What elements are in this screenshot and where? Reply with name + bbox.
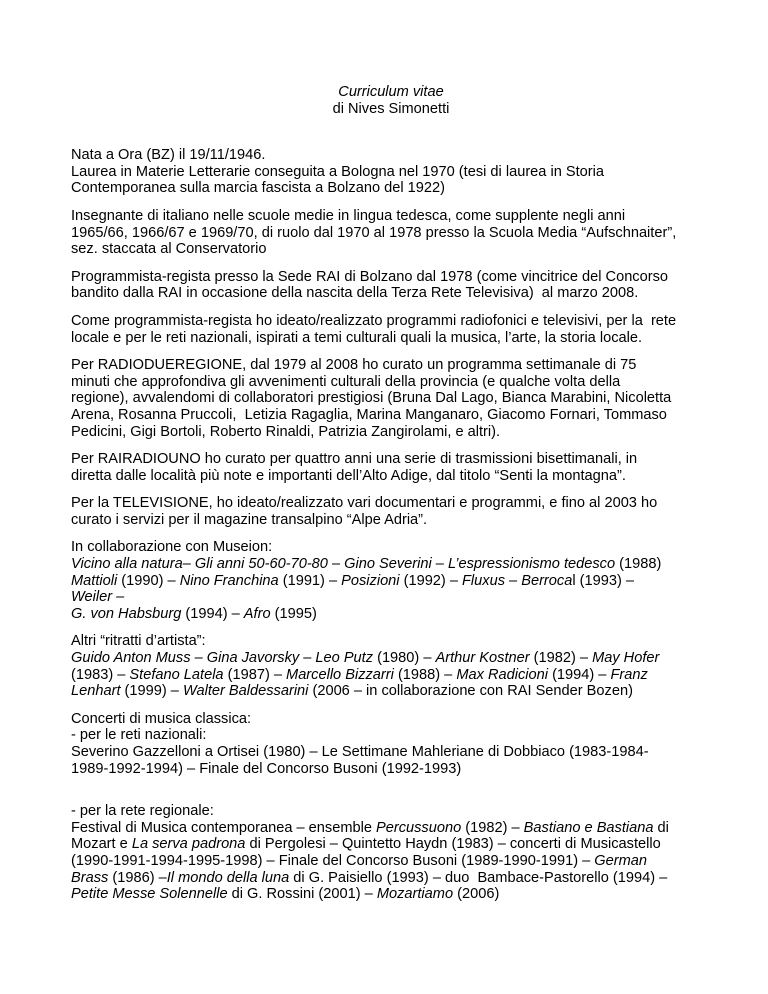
year: (1983) – bbox=[71, 666, 130, 683]
year: (1980) – bbox=[373, 650, 436, 667]
work-title: Mozartiamo bbox=[376, 886, 454, 903]
text-line: curato i servizi per il magazine transalpino “Alpe Adria”. bbox=[71, 511, 428, 528]
text-line bbox=[71, 667, 711, 684]
year: (1991) – bbox=[278, 572, 342, 589]
regionale-paragraph bbox=[71, 803, 711, 903]
text-line: Arena, Rosanna Pruccoli, Letizia Ragaglia, Marina Manganaro, Giacomo Fornari, Tommaso bbox=[71, 406, 667, 423]
text-run: (2006) bbox=[453, 886, 500, 903]
artist-name: Walter Baldessarini bbox=[182, 683, 309, 700]
text-line bbox=[71, 886, 711, 903]
year: (1982) – bbox=[529, 650, 593, 667]
text-line bbox=[71, 683, 711, 700]
radiodue-paragraph bbox=[71, 357, 711, 440]
text-line bbox=[71, 820, 711, 837]
text-line bbox=[71, 870, 711, 887]
work-title: Fluxus – Berroca bbox=[462, 572, 573, 589]
work-title: Weiler – bbox=[71, 589, 125, 606]
year: (1994) – bbox=[548, 666, 611, 683]
text-line bbox=[71, 589, 711, 606]
text-line: diretta dalle località più note e importanti dell’Alto Adige, dal titolo “Senti la montagna”. bbox=[71, 467, 626, 484]
artist-name: Arthur Kostner bbox=[435, 650, 530, 667]
text-line bbox=[71, 650, 711, 667]
work-title: Posizioni bbox=[341, 572, 400, 589]
work-title: Brass bbox=[71, 869, 109, 886]
text-line bbox=[71, 836, 711, 853]
sub-heading: - per le reti nazionali: bbox=[71, 727, 207, 744]
artist-name: Franz bbox=[610, 666, 648, 683]
text-line: Insegnante di italiano nelle scuole medie in lingua tedesca, come supplente negli anni bbox=[71, 207, 626, 224]
year: l (1993) – bbox=[572, 572, 634, 589]
text-run: di G. Rossini (2001) – bbox=[227, 886, 377, 903]
tv-paragraph bbox=[71, 495, 711, 528]
work-title: Afro bbox=[243, 605, 271, 622]
text-line: minuti che approfondiva gli avvenimenti culturali della provincia (e qualche volta della bbox=[71, 373, 621, 390]
artist-name: May Hofer bbox=[592, 650, 660, 667]
text-run: (1986) – bbox=[108, 869, 167, 886]
year: (1995) bbox=[270, 605, 317, 622]
cv-document bbox=[71, 84, 711, 903]
text-run: (1982) – bbox=[461, 819, 524, 836]
year: (1987) – bbox=[223, 666, 287, 683]
work-title: G. von Habsburg bbox=[71, 605, 182, 622]
artist-name: Marcello Bizzarri bbox=[286, 666, 394, 683]
year: (2006 – in collaborazione con RAI Sender Bozen) bbox=[308, 683, 633, 700]
year: (1992) – bbox=[399, 572, 463, 589]
text-line bbox=[71, 556, 711, 573]
text-line: Programmista-regista presso la Sede RAI di Bolzano dal 1978 (come vincitrice del Concorso bbox=[71, 268, 668, 285]
text-line: 1965/66, 1966/67 e 1969/70, di ruolo dal 1970 al 1978 presso la Scuola Media “Aufschnaiter”, bbox=[71, 224, 677, 241]
text-run: di Pergolesi – Quintetto Haydn (1983) – concerti di Musicastello bbox=[245, 836, 661, 853]
text-run: Mozart e bbox=[71, 836, 132, 853]
text-line: Severino Gazzelloni a Ortisei (1980) – Le Settimane Mahleriane di Dobbiaco (1983-1984- bbox=[71, 744, 649, 760]
document-author: di Nives Simonetti bbox=[332, 100, 450, 117]
year: (1994) – bbox=[181, 605, 244, 622]
work-title: Nino Franchina bbox=[179, 572, 279, 589]
work-title: Mattioli bbox=[71, 572, 118, 589]
work-title: Il mondo della luna bbox=[166, 869, 290, 886]
concerti-paragraph bbox=[71, 711, 711, 777]
section-heading: Concerti di musica classica: bbox=[71, 710, 252, 727]
text-line: Contemporanea sulla marcia fascista a Bolzano del 1922) bbox=[71, 180, 445, 197]
text-line: Per la TELEVISIONE, ho ideato/realizzato vari documentari e programmi, e fino al 2003 ho bbox=[71, 495, 658, 512]
text-run: di G. Paisiello (1993) – duo Bambace-Pastorello (1994) – bbox=[289, 869, 668, 886]
text-line: 1989-1992-1994) – Finale del Concorso Busoni (1992-1993) bbox=[71, 760, 462, 777]
radiouno-paragraph bbox=[71, 451, 711, 484]
text-line: bandito dalla RAI in occasione della nascita della Terza Rete Televisiva) al marzo 2008. bbox=[71, 285, 639, 302]
artist-name: Max Radicioni bbox=[456, 666, 549, 683]
section-heading: Altri “ritratti d’artista”: bbox=[71, 633, 206, 650]
section-heading: In collaborazione con Museion: bbox=[71, 539, 273, 556]
year: (1988) bbox=[615, 556, 662, 573]
text-line: locale e per le reti nazionali, ispirati a temi culturali quali la musica, l’arte, la storia locale. bbox=[71, 329, 643, 346]
title-block bbox=[71, 84, 711, 117]
text-line: Come programmista-regista ho ideato/realizzato programmi radiofonici e televisivi, per la rete bbox=[71, 312, 677, 329]
text-line: Pedicini, Gigi Bortoli, Roberto Rinaldi, Patrizia Zangirolami, e altri). bbox=[71, 423, 501, 440]
text-line: regione), avvalendomi di collaboratori prestigiosi (Bruna Dal Lago, Bianca Marabini, Nicoletta bbox=[71, 390, 672, 407]
text-run: di bbox=[653, 819, 669, 836]
text-line bbox=[71, 573, 711, 590]
museion-paragraph bbox=[71, 539, 711, 622]
text-line: Laurea in Materie Letterarie conseguita a Bologna nel 1970 (tesi di laurea in Storia bbox=[71, 163, 605, 180]
work-title: La serva padrona bbox=[131, 836, 246, 853]
work-title: Petite Messe Solennelle bbox=[71, 886, 228, 903]
text-run: Festival di Musica contemporanea – ensemble bbox=[71, 819, 377, 836]
year: (1988) – bbox=[393, 666, 457, 683]
bio-paragraph bbox=[71, 147, 711, 197]
artist-name: Guido Anton Muss – Gina Javorsky – Leo Putz bbox=[71, 650, 374, 667]
artist-name: Lenhart bbox=[71, 683, 121, 700]
work-title: Percussuono bbox=[376, 819, 462, 836]
text-line: Nata a Ora (BZ) il 19/11/1946. bbox=[71, 147, 266, 164]
rai-paragraph bbox=[71, 269, 711, 302]
artist-name: Stefano Latela bbox=[129, 666, 224, 683]
work-title: Bastiano e Bastiana bbox=[523, 819, 654, 836]
programs-paragraph bbox=[71, 313, 711, 346]
work-title: Vicino alla natura– Gli anni 50-60-70-80 – Gino Severini – L’espressionismo tedesco bbox=[71, 556, 616, 573]
text-line: Per RAIRADIOUNO ho curato per quattro anni una serie di trasmissioni bisettimanali, in bbox=[71, 451, 638, 468]
text-line: Per RADIODUEREGIONE, dal 1979 al 2008 ho curato un programma settimanale di 75 bbox=[71, 357, 637, 374]
sub-heading: - per la rete regionale: bbox=[71, 803, 214, 820]
year: (1990) – bbox=[117, 572, 180, 589]
text-line bbox=[71, 853, 711, 870]
document-title: Curriculum vitae bbox=[338, 84, 444, 100]
year: (1999) – bbox=[120, 683, 183, 700]
work-title: German bbox=[594, 852, 648, 869]
teaching-paragraph bbox=[71, 208, 711, 258]
ritratti-paragraph bbox=[71, 633, 711, 699]
text-run: (1990-1991-1994-1995-1998) – Finale del Concorso Busoni (1989-1990-1991) – bbox=[71, 852, 595, 869]
text-line: sez. staccata al Conservatorio bbox=[71, 241, 267, 258]
text-line bbox=[71, 606, 711, 623]
